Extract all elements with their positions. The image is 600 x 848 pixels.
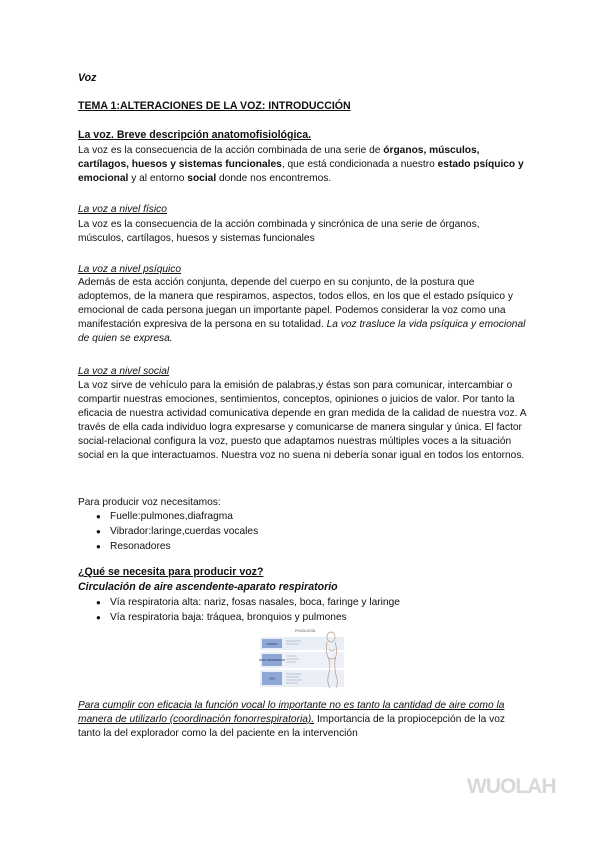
paragraph-closing: Para cumplir con eficacia la función vocal lo importante no es tanto la cantidad de aire como la manera de utilizarlo (coordinación fonorrespiratoria). Importancia de la propiocepción de la voz tanto la del explorador como la del paciente en la intervención xyxy=(78,700,505,740)
paragraph-anatomy: La voz es la consecuencia de la acción combinada de una serie de órganos, músculos, cartílagos, huesos y sistemas funcionales, que está condicionada a nuestro estado psíquico y emocional y al entorno social donde nos encontremos. xyxy=(78,145,524,184)
list-item: ● Resonadores xyxy=(96,540,258,553)
wuolah-watermark: WUOLAH xyxy=(467,775,556,798)
section-heading-production: ¿Qué se necesita para producir voz? xyxy=(78,566,264,578)
list-item: ● Fuelle:pulmones,diafragma xyxy=(96,510,258,523)
physiology-diagram-graphic xyxy=(259,627,359,690)
needs-intro: Para producir voz necesitamos: xyxy=(78,497,221,508)
section-heading-anatomy: La voz. Breve descripción anatomofisiológica. xyxy=(78,129,312,141)
section-heading-social: La voz a nivel social xyxy=(78,366,170,377)
doc-title: Voz xyxy=(78,72,97,84)
section-heading-physical: La voz a nivel físico xyxy=(78,204,167,215)
list-item: ● Vía respiratoria baja: tráquea, bronquios y pulmones xyxy=(96,611,400,624)
physiology-diagram xyxy=(259,627,359,690)
paragraph-psychic: Además de esta acción conjunta, depende del cuerpo en su conjunto, de la postura que adoptemos, de la manera que respiramos, aspectos, todos ellos, en los que el estado psíquico y emocional de cada persona juegan un importante papel. Podemos considerar la voz como una manifestación expresiva de la persona en su totalidad. La voz trasluce la vida psíquica y emocional de quien se expresa. xyxy=(78,277,526,344)
paragraph-physical: La voz es la consecuencia de la acción combinada y sincrónica de una serie de órganos, músculos, cartílagos, huesos y sistemas funcionales xyxy=(78,219,480,244)
needs-list xyxy=(96,510,258,556)
diagram-caption: FISIOLOGÍA xyxy=(295,629,316,633)
section-subheading-respiratory: Circulación de aire ascendente-aparato respiratorio xyxy=(78,581,338,593)
paragraph-social: La voz sirve de vehículo para la emisión de palabras,y éstas son para comunicar, intercambiar o compartir nuestras emociones, sentimientos, conceptos, opiniones o juicios de valor. Por tanto la eficacia de nuestra actividad comunicativa depende en gran medida de la calidad de nuestra voz. A través de ella cada individuo logra expresarse y comunicarse de manera singular y única. El factor social-relacional configura la voz, puesto que adaptamos nuestras múltiples voces a la situación social en la que interactuamos. Nuestra voz no suena ni debería sonar igual en todos los entornos. xyxy=(78,380,526,461)
topic-title: TEMA 1:ALTERACIONES DE LA VOZ: INTRODUCCIÓN xyxy=(78,100,351,112)
list-item: ● Vibrador:laringe,cuerdas vocales xyxy=(96,525,258,538)
respiratory-list xyxy=(96,596,400,626)
section-heading-psychic: La voz a nivel psíquico xyxy=(78,264,182,275)
diagram-box-label: MARCO RESPIRATORIO xyxy=(259,660,286,663)
diagram-box-label: FUENTE xyxy=(266,642,278,646)
diagram-box-label: VÍAS xyxy=(269,677,275,681)
list-item: ● Vía respiratoria alta: nariz, fosas nasales, boca, faringe y laringe xyxy=(96,596,400,609)
